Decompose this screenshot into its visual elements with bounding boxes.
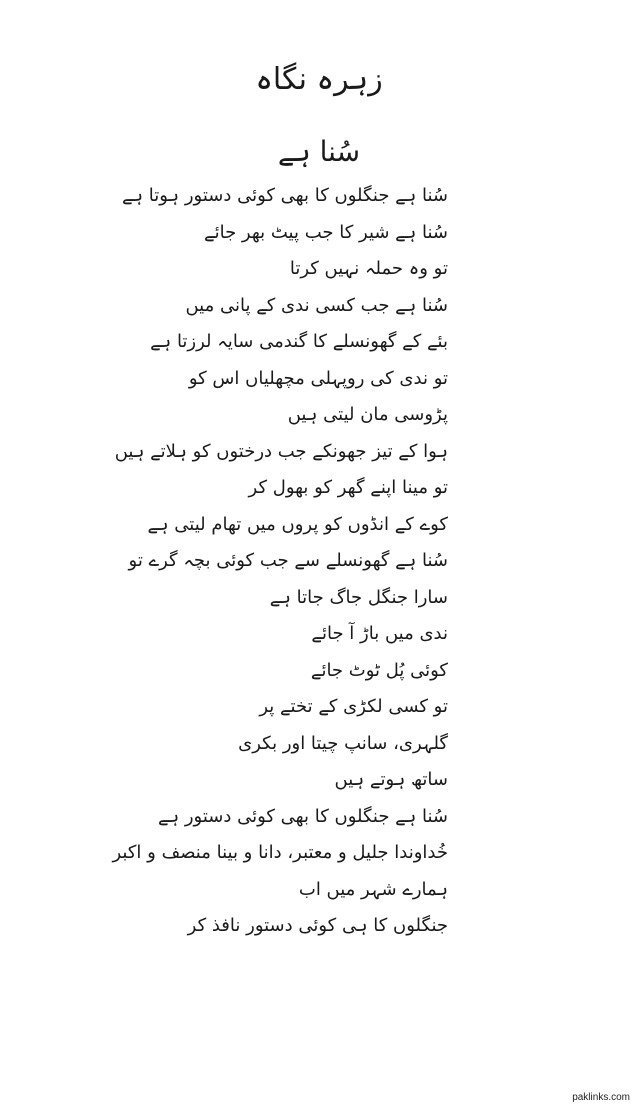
poem-line: سُنا ہے گھونسلے سے جب کوئی بچہ گرے تو <box>128 550 448 571</box>
poem-line: ساتھ ہوتے ہیں <box>334 769 448 790</box>
poem-title: سُنا ہے <box>277 135 361 168</box>
poem-line: خُداوندا جلیل و معتبر، دانا و بینا منصف و اکبر <box>112 842 448 863</box>
poem-line: سارا جنگل جاگ جاتا ہے <box>269 586 448 608</box>
poem-line: ہمارے شہر میں اب <box>298 878 448 900</box>
poem-line: تو مینا اپنے گھر کو بھول کر <box>248 477 448 498</box>
poem-line: جنگلوں کا ہی کوئی دستور نافذ کر <box>187 915 448 936</box>
poem-line: ندی میں باڑ آ جائے <box>311 623 448 644</box>
poem-line: سُنا ہے جب کسی ندی کے پانی میں <box>185 294 448 316</box>
poem-line: کوے کے انڈوں کو پروں میں تھام لیتی ہے <box>147 513 448 535</box>
poem-line: ہوا کے تیز جھونکے جب درختوں کو ہلاتے ہیں <box>114 440 448 462</box>
poem-line: بئے کے گھونسلے کا گندمی سایہ لرزتا ہے <box>150 331 448 352</box>
poem-line: تو کسی لکڑی کے تختے پر <box>259 696 448 717</box>
poem-line: کوئی پُل ٹوٹ جائے <box>310 659 448 681</box>
author-name: زہرہ نگاہ <box>255 62 383 97</box>
poem-line: گلہری، سانپ چیتا اور بکری <box>238 732 448 754</box>
poem-line: سُنا ہے جنگلوں کا بھی کوئی دستور ہوتا ہے <box>121 185 448 206</box>
poem-line: تو وہ حملہ نہیں کرتا <box>289 258 448 279</box>
poem-line: پڑوسی مان لیتی ہیں <box>287 404 448 425</box>
poem-line: سُنا ہے شیر کا جب پیٹ بھر جائے <box>204 221 448 243</box>
poem-line: تو ندی کی روپہلی مچھلیاں اس کو <box>188 367 448 389</box>
poem-line: سُنا ہے جنگلوں کا بھی کوئی دستور ہے <box>158 805 448 827</box>
source-footer: paklinks.com <box>572 1092 630 1103</box>
poem-body <box>28 178 448 945</box>
